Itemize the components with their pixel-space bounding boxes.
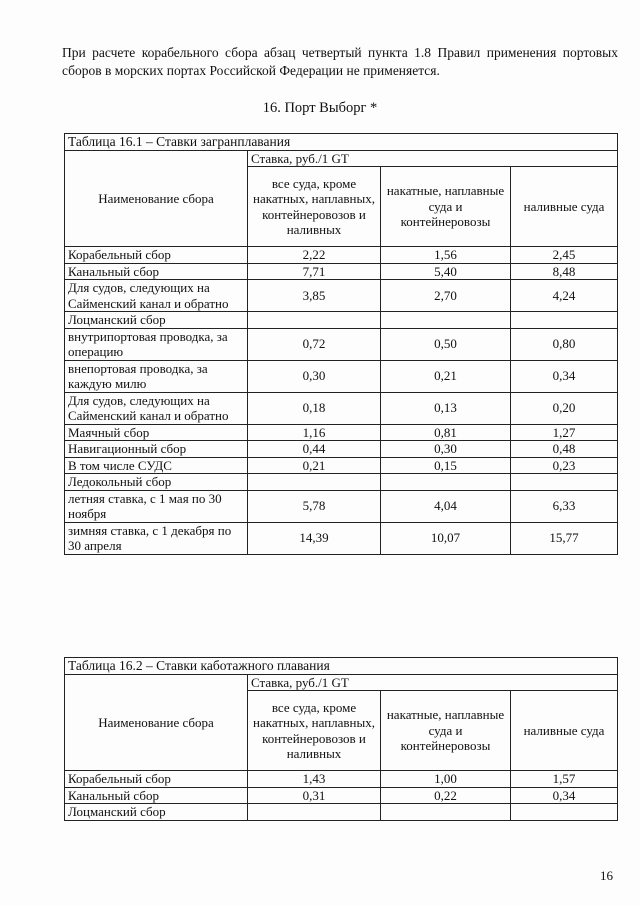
- table-caption: Таблица 16.1 – Ставки загранплавания: [65, 134, 618, 151]
- fee-name-cell: Для судов, следующих на Сайменский канал и обратно: [65, 392, 248, 424]
- table-caption-row: [65, 134, 618, 151]
- rate-cell-general: 5,78: [248, 490, 381, 522]
- rate-cell-tanker: 4,24: [511, 280, 618, 312]
- rate-header: Ставка, руб./1 GT: [248, 150, 618, 167]
- rate-cell-tanker: 0,34: [511, 787, 618, 804]
- rate-cell-tanker: [511, 474, 618, 491]
- table-row: [65, 522, 618, 554]
- rate-cell-general: [248, 474, 381, 491]
- rates-table-cabotage: [64, 657, 618, 821]
- table-row: [65, 457, 618, 474]
- rate-cell-roro: 0,21: [381, 360, 511, 392]
- rate-cell-tanker: 2,45: [511, 247, 618, 264]
- rate-cell-roro: 1,56: [381, 247, 511, 264]
- fee-name-cell: Лоцманский сбор: [65, 804, 248, 821]
- rate-cell-roro: [381, 312, 511, 329]
- fee-name-cell: летняя ставка, с 1 мая по 30 ноября: [65, 490, 248, 522]
- page-number: 16: [600, 868, 613, 883]
- rate-cell-general: 0,31: [248, 787, 381, 804]
- table-row: [65, 771, 618, 788]
- name-column-header: Наименование сбора: [65, 150, 248, 247]
- table-row: [65, 312, 618, 329]
- rate-cell-tanker: 0,80: [511, 328, 618, 360]
- rate-cell-tanker: 1,57: [511, 771, 618, 788]
- table-row: [65, 424, 618, 441]
- port-title: 16. Порт Выборг *: [262, 100, 378, 116]
- rate-cell-general: 0,30: [248, 360, 381, 392]
- rate-cell-tanker: 0,48: [511, 441, 618, 458]
- vessel-type-header: все суда, кроме накатных, наплавных, контейнеровозов и наливных: [248, 691, 381, 771]
- rate-cell-general: 7,71: [248, 263, 381, 280]
- table-row: [65, 441, 618, 458]
- rate-cell-general: [248, 804, 381, 821]
- rate-cell-roro: [381, 804, 511, 821]
- fee-name-cell: внепортовая проводка, за каждую милю: [65, 360, 248, 392]
- table-row: [65, 392, 618, 424]
- fee-name-cell: зимняя ставка, с 1 декабря по 30 апреля: [65, 522, 248, 554]
- fee-name-cell: Маячный сбор: [65, 424, 248, 441]
- rate-header-row: [65, 674, 618, 691]
- rate-header-row: [65, 150, 618, 167]
- rates-table-foreign: [64, 133, 618, 555]
- rate-cell-tanker: 0,23: [511, 457, 618, 474]
- rate-cell-roro: 0,15: [381, 457, 511, 474]
- rate-cell-general: 0,18: [248, 392, 381, 424]
- rate-cell-tanker: 15,77: [511, 522, 618, 554]
- fee-name-cell: Канальный сбор: [65, 787, 248, 804]
- rate-cell-general: 2,22: [248, 247, 381, 264]
- rate-cell-general: 1,43: [248, 771, 381, 788]
- table-row: [65, 787, 618, 804]
- rate-cell-tanker: 0,20: [511, 392, 618, 424]
- rate-cell-general: [248, 312, 381, 329]
- rate-cell-tanker: [511, 312, 618, 329]
- rate-cell-roro: 4,04: [381, 490, 511, 522]
- rate-cell-tanker: 1,27: [511, 424, 618, 441]
- rate-cell-general: 14,39: [248, 522, 381, 554]
- rate-cell-roro: 1,00: [381, 771, 511, 788]
- rate-cell-roro: 0,22: [381, 787, 511, 804]
- rate-header: Ставка, руб./1 GT: [248, 674, 618, 691]
- table-row: [65, 360, 618, 392]
- table-row: [65, 804, 618, 821]
- table-caption: Таблица 16.2 – Ставки каботажного плавания: [65, 658, 618, 675]
- rate-cell-tanker: 6,33: [511, 490, 618, 522]
- fee-name-cell: Ледокольный сбор: [65, 474, 248, 491]
- rate-cell-general: 1,16: [248, 424, 381, 441]
- vessel-type-header: все суда, кроме накатных, наплавных, контейнеровозов и наливных: [248, 167, 381, 247]
- fee-name-cell: Для судов, следующих на Сайменский канал и обратно: [65, 280, 248, 312]
- fee-name-cell: Канальный сбор: [65, 263, 248, 280]
- table-row: [65, 490, 618, 522]
- rate-cell-roro: 0,30: [381, 441, 511, 458]
- rate-cell-tanker: 0,34: [511, 360, 618, 392]
- rate-cell-tanker: 8,48: [511, 263, 618, 280]
- rate-cell-general: 3,85: [248, 280, 381, 312]
- fee-name-cell: внутрипортовая проводка, за операцию: [65, 328, 248, 360]
- table-row: [65, 247, 618, 264]
- name-column-header: Наименование сбора: [65, 674, 248, 771]
- rate-cell-roro: 0,50: [381, 328, 511, 360]
- rate-cell-roro: 10,07: [381, 522, 511, 554]
- fee-name-cell: Лоцманский сбор: [65, 312, 248, 329]
- rate-cell-roro: 0,81: [381, 424, 511, 441]
- rate-cell-roro: 0,13: [381, 392, 511, 424]
- vessel-type-header: накатные, наплавные суда и контейнеровозы: [381, 691, 511, 771]
- vessel-type-header: наливные суда: [511, 691, 618, 771]
- rate-cell-roro: 2,70: [381, 280, 511, 312]
- rate-cell-general: 0,44: [248, 441, 381, 458]
- rate-cell-general: 0,21: [248, 457, 381, 474]
- table-row: [65, 263, 618, 280]
- intro-note: При расчете корабельного сбора абзац четвертый пункта 1.8 Правил применения портовых сборов в морских портах Российской Федерации не применяется.: [62, 44, 618, 78]
- table-row: [65, 280, 618, 312]
- table-row: [65, 328, 618, 360]
- rate-cell-roro: [381, 474, 511, 491]
- table-caption-row: [65, 658, 618, 675]
- rate-cell-tanker: [511, 804, 618, 821]
- vessel-type-header: накатные, наплавные суда и контейнеровозы: [381, 167, 511, 247]
- fee-name-cell: Корабельный сбор: [65, 247, 248, 264]
- table-row: [65, 474, 618, 491]
- fee-name-cell: Навигационный сбор: [65, 441, 248, 458]
- rate-cell-roro: 5,40: [381, 263, 511, 280]
- fee-name-cell: В том числе СУДС: [65, 457, 248, 474]
- vessel-type-header: наливные суда: [511, 167, 618, 247]
- rate-cell-general: 0,72: [248, 328, 381, 360]
- fee-name-cell: Корабельный сбор: [65, 771, 248, 788]
